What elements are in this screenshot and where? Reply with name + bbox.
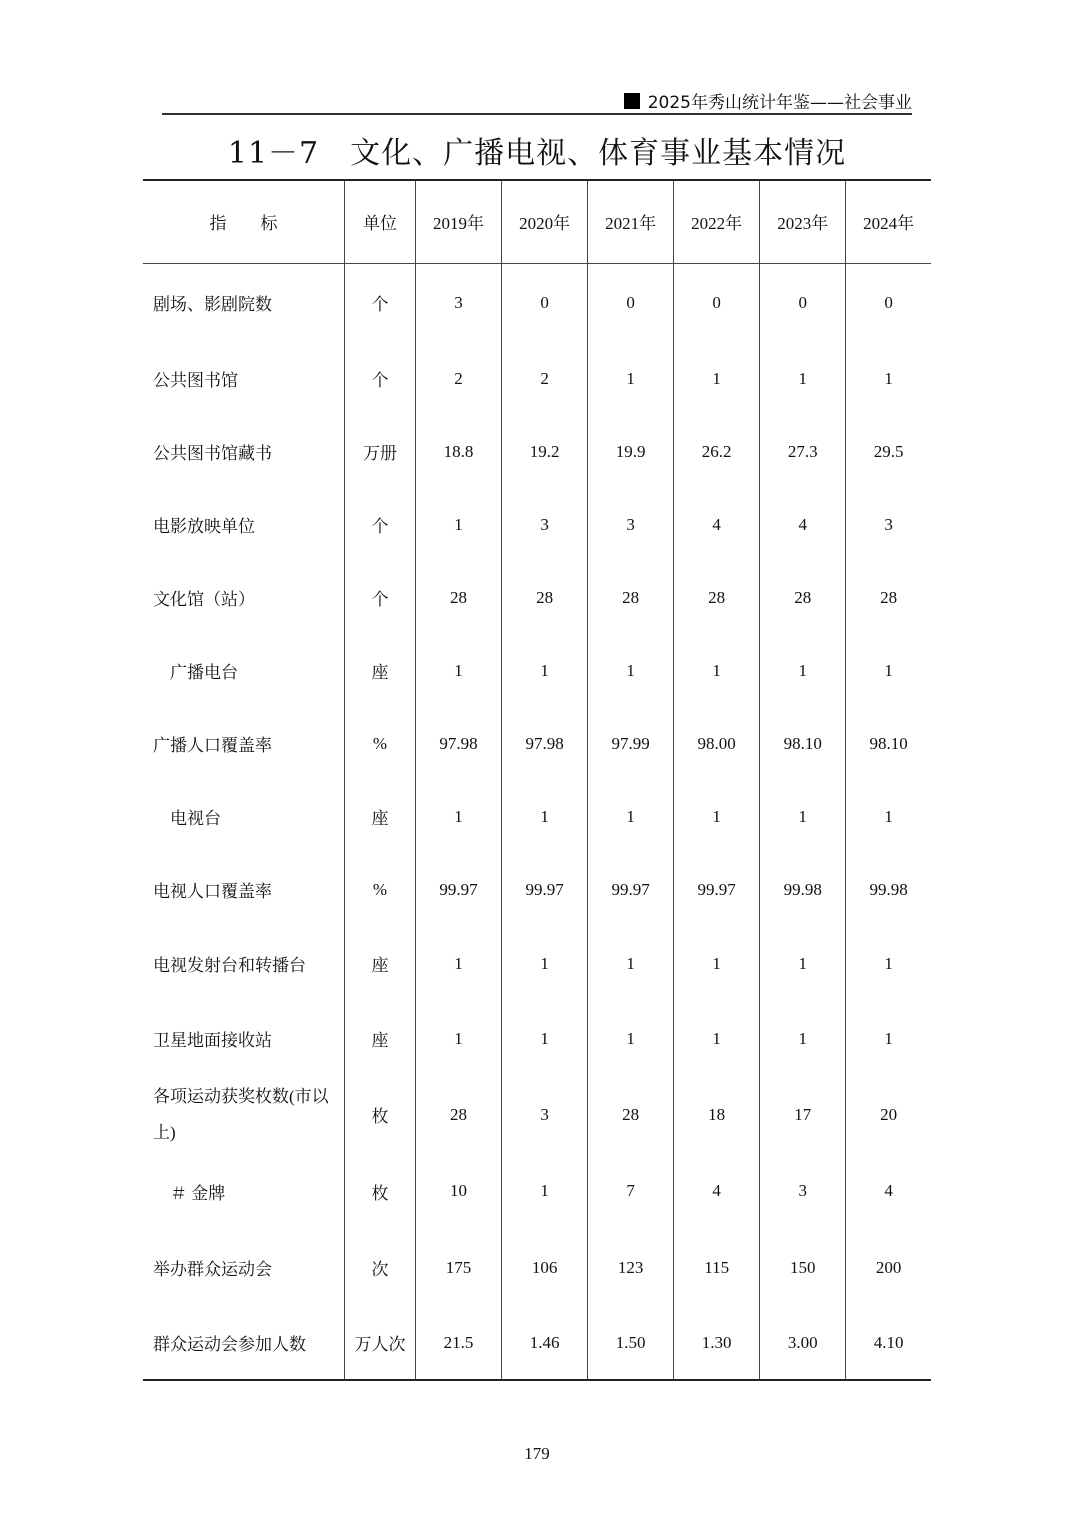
- value-cell: 1: [416, 780, 502, 853]
- value-cell: 2: [416, 342, 502, 415]
- value-cell: 1: [760, 1001, 846, 1076]
- value-cell: 99.98: [846, 853, 931, 926]
- value-cell: 1: [846, 634, 931, 707]
- column-header: 指 标: [143, 180, 345, 263]
- value-cell: 1: [674, 926, 760, 1001]
- unit-cell: 个: [345, 342, 416, 415]
- table-row: [143, 707, 931, 780]
- value-cell: 0: [674, 263, 760, 342]
- value-cell: 98.10: [760, 707, 846, 780]
- unit-cell: 座: [345, 780, 416, 853]
- table-row: [143, 1001, 931, 1076]
- header-rule: [162, 113, 912, 115]
- value-cell: 1: [846, 780, 931, 853]
- unit-cell: 枚: [345, 1076, 416, 1153]
- value-cell: 1: [416, 1001, 502, 1076]
- value-cell: 106: [502, 1229, 588, 1306]
- value-cell: 10: [416, 1153, 502, 1229]
- table-row: [143, 780, 931, 853]
- table-row: [143, 1306, 931, 1380]
- value-cell: 1: [588, 780, 674, 853]
- column-header: 2022年: [674, 180, 760, 263]
- value-cell: 26.2: [674, 415, 760, 488]
- unit-cell: 座: [345, 926, 416, 1001]
- unit-cell: 个: [345, 488, 416, 561]
- unit-cell: %: [345, 707, 416, 780]
- value-cell: 1: [416, 488, 502, 561]
- value-cell: 4.10: [846, 1306, 931, 1380]
- table-row: [143, 634, 931, 707]
- value-cell: 3.00: [760, 1306, 846, 1380]
- indicator-cell: 广播电台: [153, 663, 238, 682]
- running-header: [624, 88, 912, 113]
- table-row: [143, 263, 931, 342]
- value-cell: 1: [846, 926, 931, 1001]
- value-cell: 1: [674, 780, 760, 853]
- value-cell: 4: [674, 488, 760, 561]
- value-cell: 1: [846, 1001, 931, 1076]
- value-cell: 1: [674, 634, 760, 707]
- indicator-cell: 公共图书馆藏书: [153, 444, 272, 463]
- value-cell: 17: [760, 1076, 846, 1153]
- square-bullet-icon: [624, 93, 640, 109]
- indicator-cell: 文化馆（站）: [153, 590, 255, 609]
- table-title: 11－7 文化、广播电视、体育事业基本情况: [227, 136, 847, 171]
- table-row: [143, 561, 931, 634]
- table-row: [143, 1153, 931, 1229]
- value-cell: 18: [674, 1076, 760, 1153]
- column-header: 单位: [345, 180, 416, 263]
- value-cell: 99.97: [588, 853, 674, 926]
- value-cell: 18.8: [416, 415, 502, 488]
- value-cell: 3: [588, 488, 674, 561]
- unit-cell: %: [345, 853, 416, 926]
- value-cell: 19.2: [502, 415, 588, 488]
- unit-cell: 个: [345, 263, 416, 342]
- value-cell: 3: [502, 488, 588, 561]
- value-cell: 1: [760, 634, 846, 707]
- value-cell: 28: [588, 1076, 674, 1153]
- table-row: [143, 342, 931, 415]
- page-number: 179: [524, 1444, 550, 1463]
- indicator-cell: 公共图书馆: [153, 371, 238, 390]
- unit-cell: 个: [345, 561, 416, 634]
- value-cell: 1.50: [588, 1306, 674, 1380]
- value-cell: 1: [588, 926, 674, 1001]
- statistics-table: [143, 179, 931, 1381]
- column-header: 2021年: [588, 180, 674, 263]
- value-cell: 28: [760, 561, 846, 634]
- value-cell: 115: [674, 1229, 760, 1306]
- value-cell: 1: [588, 634, 674, 707]
- value-cell: 97.99: [588, 707, 674, 780]
- value-cell: 0: [588, 263, 674, 342]
- value-cell: 1: [588, 1001, 674, 1076]
- value-cell: 28: [674, 561, 760, 634]
- unit-cell: 枚: [345, 1153, 416, 1229]
- unit-cell: 座: [345, 634, 416, 707]
- value-cell: 98.10: [846, 707, 931, 780]
- value-cell: 1: [502, 1153, 588, 1229]
- indicator-cell: 卫星地面接收站: [153, 1031, 272, 1050]
- value-cell: 98.00: [674, 707, 760, 780]
- table-row: [143, 1229, 931, 1306]
- value-cell: 1: [760, 926, 846, 1001]
- unit-cell: 万册: [345, 415, 416, 488]
- value-cell: 7: [588, 1153, 674, 1229]
- value-cell: 1: [502, 926, 588, 1001]
- table-row: [143, 926, 931, 1001]
- value-cell: 0: [760, 263, 846, 342]
- value-cell: 1: [588, 342, 674, 415]
- table-row: [143, 488, 931, 561]
- value-cell: 4: [674, 1153, 760, 1229]
- column-header: 2024年: [846, 180, 931, 263]
- table-header-row: [143, 180, 931, 263]
- column-header: 2023年: [760, 180, 846, 263]
- value-cell: 1: [846, 342, 931, 415]
- value-cell: 3: [846, 488, 931, 561]
- value-cell: 3: [760, 1153, 846, 1229]
- value-cell: 21.5: [416, 1306, 502, 1380]
- value-cell: 1: [760, 342, 846, 415]
- value-cell: 1.30: [674, 1306, 760, 1380]
- value-cell: 3: [502, 1076, 588, 1153]
- indicator-cell: 电视发射台和转播台: [153, 956, 306, 975]
- value-cell: 1: [502, 1001, 588, 1076]
- value-cell: 28: [416, 561, 502, 634]
- value-cell: 28: [846, 561, 931, 634]
- value-cell: 97.98: [502, 707, 588, 780]
- unit-cell: 座: [345, 1001, 416, 1076]
- unit-cell: 万人次: [345, 1306, 416, 1380]
- value-cell: 20: [846, 1076, 931, 1153]
- value-cell: 27.3: [760, 415, 846, 488]
- value-cell: 0: [502, 263, 588, 342]
- indicator-cell: 电视台: [153, 809, 221, 828]
- value-cell: 1: [674, 342, 760, 415]
- unit-cell: 次: [345, 1229, 416, 1306]
- value-cell: 99.97: [502, 853, 588, 926]
- value-cell: 200: [846, 1229, 931, 1306]
- value-cell: 1: [416, 634, 502, 707]
- value-cell: 3: [416, 263, 502, 342]
- value-cell: 4: [760, 488, 846, 561]
- value-cell: 175: [416, 1229, 502, 1306]
- value-cell: 150: [760, 1229, 846, 1306]
- running-header-text: 2025年秀山统计年鉴——社会事业: [647, 93, 912, 113]
- value-cell: 1.46: [502, 1306, 588, 1380]
- value-cell: 97.98: [416, 707, 502, 780]
- value-cell: 29.5: [846, 415, 931, 488]
- indicator-cell: 电影放映单位: [153, 517, 255, 536]
- value-cell: 99.97: [416, 853, 502, 926]
- value-cell: 4: [846, 1153, 931, 1229]
- indicator-cell: 广播人口覆盖率: [153, 736, 272, 755]
- indicator-cell: 剧场、影剧院数: [153, 295, 272, 315]
- value-cell: 28: [588, 561, 674, 634]
- table-row: [143, 1076, 931, 1153]
- value-cell: 123: [588, 1229, 674, 1306]
- table-row: [143, 415, 931, 488]
- indicator-cell: ＃ 金牌: [153, 1183, 226, 1203]
- value-cell: 28: [416, 1076, 502, 1153]
- column-header: 2019年: [416, 180, 502, 263]
- indicator-cell: 群众运动会参加人数: [143, 1306, 345, 1380]
- column-header: 2020年: [502, 180, 588, 263]
- value-cell: 99.98: [760, 853, 846, 926]
- value-cell: 1: [502, 634, 588, 707]
- value-cell: 2: [502, 342, 588, 415]
- indicator-cell: 电视人口覆盖率: [153, 882, 272, 901]
- value-cell: 1: [760, 780, 846, 853]
- value-cell: 1: [502, 780, 588, 853]
- indicator-cell: 举办群众运动会: [153, 1260, 272, 1279]
- value-cell: 0: [846, 263, 931, 342]
- value-cell: 1: [674, 1001, 760, 1076]
- value-cell: 1: [416, 926, 502, 1001]
- table-row: [143, 853, 931, 926]
- value-cell: 28: [502, 561, 588, 634]
- value-cell: 19.9: [588, 415, 674, 488]
- indicator-cell: 各项运动获奖枚数(市以上): [153, 1086, 329, 1142]
- value-cell: 99.97: [674, 853, 760, 926]
